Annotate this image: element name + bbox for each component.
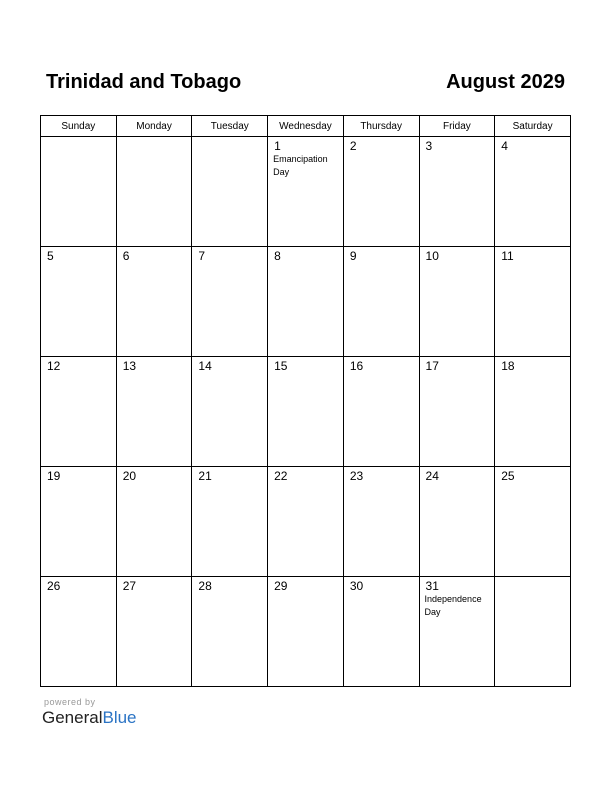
day-cell — [268, 577, 344, 687]
day-cell — [41, 357, 117, 467]
day-cell — [41, 467, 117, 577]
day-number: 15 — [274, 359, 288, 373]
generalblue-logo — [42, 708, 137, 728]
day-number: 6 — [122, 249, 130, 263]
day-cell — [343, 577, 419, 687]
weekday-header: Saturday — [495, 116, 571, 137]
day-number: 9 — [349, 249, 357, 263]
logo-general-text: General — [42, 708, 103, 727]
logo-blue-text: Blue — [102, 708, 137, 727]
day-number: 10 — [425, 249, 439, 263]
empty-day-cell — [192, 137, 268, 247]
day-number: 29 — [274, 579, 288, 593]
empty-day-cell — [116, 137, 192, 247]
day-cell — [495, 357, 571, 467]
day-cell — [268, 357, 344, 467]
day-number: 21 — [198, 469, 212, 483]
day-number: 22 — [274, 469, 288, 483]
day-cell — [419, 357, 495, 467]
day-cell — [419, 577, 495, 687]
day-cell — [419, 247, 495, 357]
day-number: 7 — [198, 249, 206, 263]
weekday-header-row — [41, 116, 571, 137]
day-number: 8 — [274, 249, 281, 263]
empty-day-cell — [495, 577, 571, 687]
week-row — [41, 137, 571, 247]
day-cell — [268, 137, 344, 247]
day-cell — [41, 247, 117, 357]
day-number: 17 — [425, 359, 439, 373]
weekday-header: Thursday — [343, 116, 419, 137]
day-cell — [343, 467, 419, 577]
day-number: 31 — [425, 579, 439, 593]
day-cell — [495, 467, 571, 577]
day-number: 25 — [501, 469, 515, 483]
day-cell — [116, 247, 192, 357]
day-number: 27 — [122, 579, 137, 593]
day-cell — [343, 247, 419, 357]
day-number: 3 — [425, 139, 433, 153]
week-row — [41, 467, 571, 577]
day-cell — [343, 357, 419, 467]
day-number: 24 — [425, 469, 439, 483]
holiday-label: Emancipation Day — [273, 154, 328, 177]
weekday-header: Monday — [116, 116, 192, 137]
day-cell — [268, 247, 344, 357]
empty-day-cell — [41, 137, 117, 247]
day-cell — [495, 247, 571, 357]
day-number: 13 — [122, 359, 137, 373]
weekday-header: Friday — [419, 116, 495, 137]
day-number: 26 — [47, 579, 61, 593]
day-number: 5 — [47, 249, 54, 263]
day-number: 30 — [349, 579, 364, 593]
day-cell — [41, 577, 117, 687]
weekday-header: Tuesday — [192, 116, 268, 137]
day-number: 11 — [501, 249, 514, 263]
day-cell — [192, 467, 268, 577]
day-cell — [192, 247, 268, 357]
calendar-body — [41, 137, 571, 687]
day-number: 28 — [198, 579, 212, 593]
week-row — [41, 357, 571, 467]
day-cell — [192, 577, 268, 687]
day-number: 1 — [274, 139, 281, 153]
day-cell — [419, 137, 495, 247]
day-cell — [116, 577, 192, 687]
day-number: 18 — [501, 359, 515, 373]
day-number: 4 — [501, 139, 508, 153]
day-cell — [268, 467, 344, 577]
weekday-header: Wednesday — [268, 116, 344, 137]
calendar-grid — [40, 115, 571, 687]
day-cell — [419, 467, 495, 577]
day-number: 14 — [198, 359, 212, 373]
month-year-title: August 2029 — [446, 71, 565, 93]
day-number: 12 — [47, 359, 61, 373]
day-cell — [343, 137, 419, 247]
day-cell — [116, 357, 192, 467]
day-cell — [495, 137, 571, 247]
day-number: 16 — [349, 359, 364, 373]
country-title: Trinidad and Tobago — [46, 71, 242, 93]
day-cell — [192, 357, 268, 467]
day-number: 20 — [122, 469, 137, 483]
day-number: 2 — [349, 139, 357, 153]
day-cell — [116, 467, 192, 577]
powered-by-text: powered by — [44, 697, 96, 707]
week-row — [41, 247, 571, 357]
holiday-label: Independence Day — [424, 594, 482, 617]
weekday-header: Sunday — [41, 116, 117, 137]
day-number: 23 — [349, 469, 364, 483]
day-number: 19 — [47, 469, 61, 483]
week-row — [41, 577, 571, 687]
